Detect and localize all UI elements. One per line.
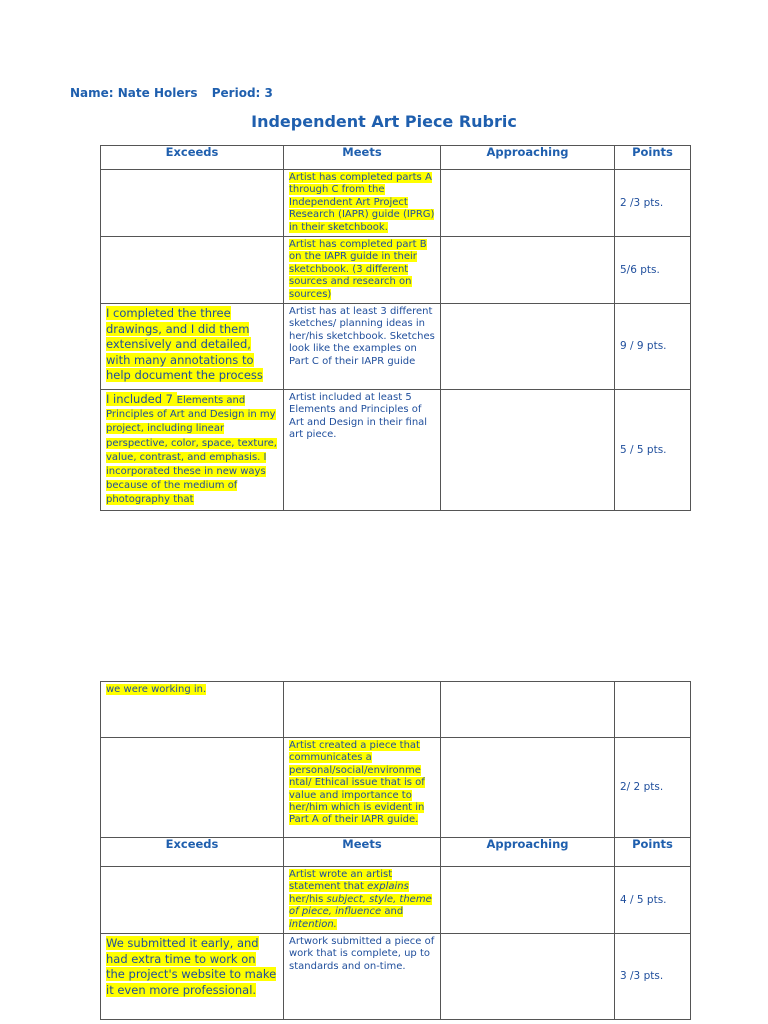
cell-exceeds — [101, 170, 284, 237]
cell-meets: Artist has at least 3 different sketches/ planning ideas in her/his sketchbook. Sketches look like the examples on Part C of their IAPR guide — [284, 304, 441, 390]
cell-meets: Artist included at least 5 Elements and Principles of Art and Design in their final art piece. — [284, 390, 441, 511]
cell-exceeds: I included 7 Elements and Principles of Art and Design in my project, including linear perspective, color, space, texture, value, contrast, and emphasis. I incorporated these in new ways because of the medium of photography that — [101, 390, 284, 511]
header-row — [101, 838, 691, 867]
cell-meets: Artist wrote an artist statement that explains her/his subject, style, theme of piece, influence and intention. — [284, 867, 441, 934]
table-row — [101, 170, 691, 237]
cell-meets — [284, 682, 441, 738]
cell-approaching — [441, 934, 615, 1020]
cell-exceeds: We submitted it early, and had extra time to work on the project's website to make it even more professional. — [101, 934, 284, 1020]
cell-meets: Artwork submitted a piece of work that is complete, up to standards and on-time. — [284, 934, 441, 1020]
cell-meets: Artist created a piece that communicates a personal/social/environme ntal/ Ethical issue that is of value and importance to her/him which is evident in Part A of their IAPR guide. — [284, 738, 441, 838]
col-header-meets: Meets — [284, 838, 441, 867]
col-header-exceeds: Exceeds — [101, 838, 284, 867]
cell-meets: Artist has completed part B on the IAPR guide in their sketchbook. (3 different sources and research on sources) — [284, 237, 441, 304]
student-name: Name: Nate Holers — [70, 86, 198, 100]
table-row — [101, 738, 691, 838]
rubric-table-page2 — [100, 681, 691, 1020]
table-row — [101, 304, 691, 390]
cell-approaching — [441, 390, 615, 511]
table-row — [101, 934, 691, 1020]
cell-approaching — [441, 237, 615, 304]
table-row — [101, 867, 691, 934]
col-header-approaching: Approaching — [441, 838, 615, 867]
cell-approaching — [441, 304, 615, 390]
cell-approaching — [441, 867, 615, 934]
rubric-table-page1 — [100, 145, 691, 511]
cell-exceeds — [101, 738, 284, 838]
cell-approaching — [441, 682, 615, 738]
cell-points — [615, 682, 691, 738]
table-row — [101, 390, 691, 511]
cell-points: 5/6 pts. — [615, 237, 691, 304]
cell-exceeds: I completed the three drawings, and I did them extensively and detailed, with many annotations to help document the process — [101, 304, 284, 390]
col-header-meets: Meets — [284, 146, 441, 170]
student-info — [70, 86, 283, 100]
cell-exceeds: we were working in. — [101, 682, 284, 738]
cell-points: 3 /3 pts. — [615, 934, 691, 1020]
cell-meets: Artist has completed parts A through C from the Independent Art Project Research (IAPR) guide (IPRG) in their sketchbook. — [284, 170, 441, 237]
cell-approaching — [441, 738, 615, 838]
cell-exceeds — [101, 237, 284, 304]
header-row — [101, 146, 691, 170]
cell-exceeds — [101, 867, 284, 934]
table-row — [101, 237, 691, 304]
table-row — [101, 682, 691, 738]
student-period: Period: 3 — [211, 86, 273, 100]
page-title: Independent Art Piece Rubric — [251, 112, 517, 131]
col-header-exceeds: Exceeds — [101, 146, 284, 170]
cell-points: 2/ 2 pts. — [615, 738, 691, 838]
col-header-approaching: Approaching — [441, 146, 615, 170]
cell-points: 4 / 5 pts. — [615, 867, 691, 934]
col-header-points: Points — [615, 146, 691, 170]
cell-points: 2 /3 pts. — [615, 170, 691, 237]
cell-points: 9 / 9 pts. — [615, 304, 691, 390]
cell-approaching — [441, 170, 615, 237]
col-header-points: Points — [615, 838, 691, 867]
cell-points: 5 / 5 pts. — [615, 390, 691, 511]
